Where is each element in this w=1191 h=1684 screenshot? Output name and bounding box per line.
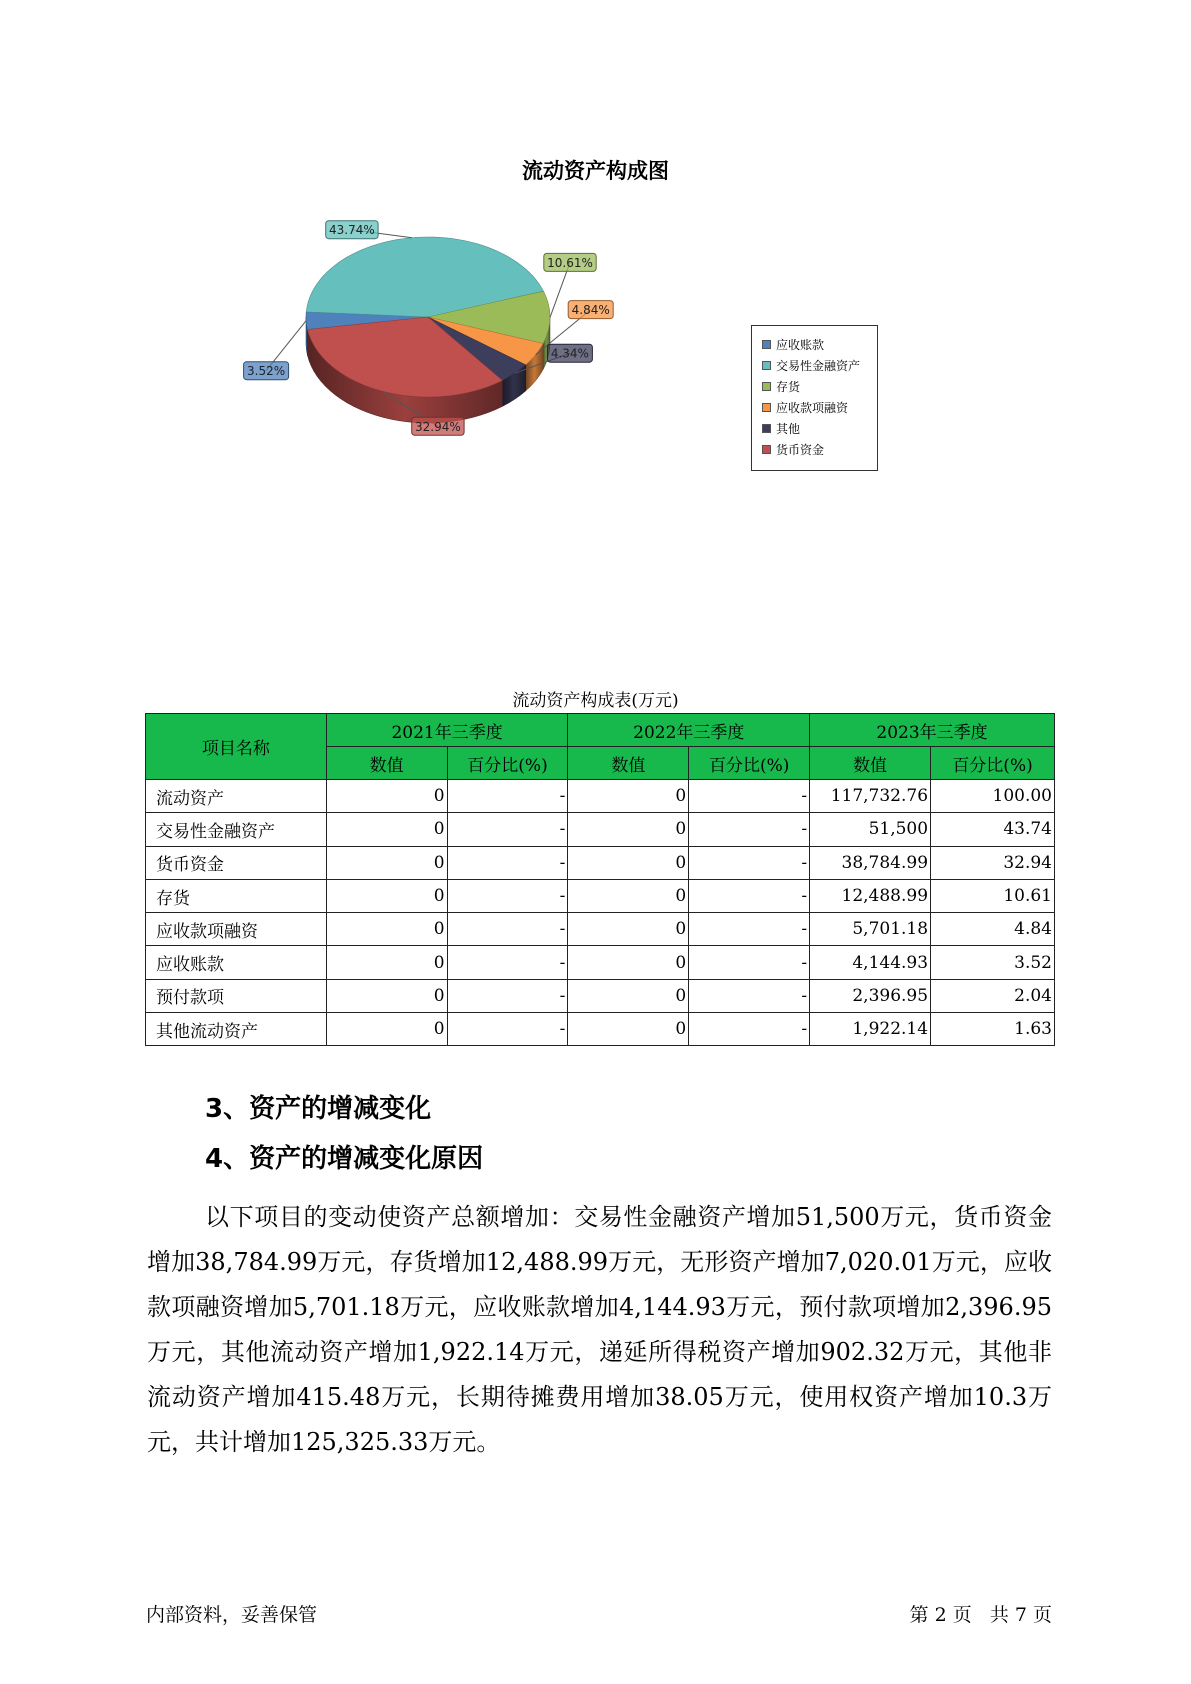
header-period-2022: 2022年三季度: [568, 714, 810, 747]
cell-percent: -: [447, 979, 568, 1012]
cell-percent: 4.84: [931, 913, 1055, 946]
legend-item: [762, 355, 877, 376]
cell-percent: 100.00: [931, 780, 1055, 813]
current-assets-table: [145, 713, 1055, 1046]
cell-percent: 43.74: [931, 813, 1055, 846]
pie-value-label: 4.34%: [550, 346, 589, 361]
cell-percent: -: [447, 913, 568, 946]
cell-value: 2,396.95: [810, 979, 931, 1012]
cell-value: 0: [568, 1013, 689, 1046]
cell-value: 0: [326, 913, 447, 946]
pie-value-label: 32.94%: [415, 419, 461, 434]
cell-percent: -: [689, 846, 810, 879]
cell-value: 1,922.14: [810, 1013, 931, 1046]
pie-value-label: 4.84%: [571, 303, 610, 318]
legend-item: [762, 334, 877, 355]
cell-value: 0: [326, 979, 447, 1012]
section-heading-3: 3、资产的增减变化: [205, 1094, 432, 1124]
subheader-value: 数值: [326, 747, 447, 780]
legend-item: [762, 439, 877, 460]
row-item-name: 应收账款: [146, 946, 327, 979]
cell-value: 0: [568, 979, 689, 1012]
footer-left: 内部资料，妥善保管: [146, 1604, 318, 1626]
legend-swatch: [762, 382, 771, 391]
header-period-2023: 2023年三季度: [810, 714, 1055, 747]
cell-percent: -: [689, 879, 810, 912]
legend-swatch: [762, 424, 771, 433]
cell-percent: -: [447, 1013, 568, 1046]
table-row: [146, 913, 1055, 946]
table-row: [146, 780, 1055, 813]
legend-label: 存货: [776, 380, 801, 394]
legend-item: [762, 397, 877, 418]
subheader-percent: 百分比(%): [447, 747, 568, 780]
cell-value: 51,500: [810, 813, 931, 846]
cell-value: 12,488.99: [810, 879, 931, 912]
cell-value: 0: [568, 946, 689, 979]
table-caption: 流动资产构成表(万元): [512, 691, 679, 711]
cell-percent: -: [689, 979, 810, 1012]
row-item-name: 应收款项融资: [146, 913, 327, 946]
pie-value-label: 3.52%: [247, 364, 286, 379]
header-item-name: 项目名称: [146, 714, 327, 780]
cell-value: 117,732.76: [810, 780, 931, 813]
table-row: [146, 879, 1055, 912]
cell-percent: -: [447, 813, 568, 846]
section-heading-4: 4、资产的增减变化原因: [205, 1144, 484, 1174]
chart-legend: [751, 325, 878, 471]
row-item-name: 交易性金融资产: [146, 813, 327, 846]
table-row: [146, 846, 1055, 879]
subheader-percent: 百分比(%): [689, 747, 810, 780]
cell-value: 0: [326, 879, 447, 912]
cell-percent: -: [689, 1013, 810, 1046]
subheader-value: 数值: [810, 747, 931, 780]
pie-value-label: 43.74%: [329, 223, 375, 238]
pie-value-label: 10.61%: [547, 255, 593, 270]
cell-percent: -: [689, 780, 810, 813]
cell-percent: 3.52: [931, 946, 1055, 979]
cell-percent: 2.04: [931, 979, 1055, 1012]
cell-value: 4,144.93: [810, 946, 931, 979]
cell-value: 0: [326, 1013, 447, 1046]
legend-swatch: [762, 403, 771, 412]
cell-percent: -: [689, 946, 810, 979]
chart-title: 流动资产构成图: [522, 159, 669, 183]
legend-item: [762, 418, 877, 439]
row-item-name: 存货: [146, 879, 327, 912]
cell-value: 38,784.99: [810, 846, 931, 879]
cell-percent: -: [447, 879, 568, 912]
legend-label: 交易性金融资产: [776, 359, 861, 373]
row-item-name: 货币资金: [146, 846, 327, 879]
legend-label: 其他: [776, 422, 801, 436]
legend-swatch: [762, 361, 771, 370]
cell-percent: -: [689, 813, 810, 846]
cell-value: 0: [568, 780, 689, 813]
legend-label: 应收款项融资: [776, 401, 849, 415]
cell-value: 0: [568, 846, 689, 879]
header-period-2021: 2021年三季度: [326, 714, 568, 747]
table-row: [146, 946, 1055, 979]
cell-value: 0: [568, 913, 689, 946]
cell-percent: 32.94: [931, 846, 1055, 879]
cell-value: 0: [568, 813, 689, 846]
legend-item: [762, 376, 877, 397]
cell-percent: -: [447, 780, 568, 813]
cell-value: 0: [568, 879, 689, 912]
row-item-name: 流动资产: [146, 780, 327, 813]
cell-percent: -: [447, 946, 568, 979]
cell-percent: 10.61: [931, 879, 1055, 912]
row-item-name: 其他流动资产: [146, 1013, 327, 1046]
cell-percent: -: [689, 913, 810, 946]
pie-chart: [0, 0, 1191, 520]
cell-value: 0: [326, 846, 447, 879]
subheader-value: 数值: [568, 747, 689, 780]
legend-label: 货币资金: [776, 443, 825, 457]
footer-page-number: 第 2 页 共 7 页: [909, 1604, 1052, 1626]
legend-label: 应收账款: [776, 338, 825, 352]
section-paragraph: 以下项目的变动使资产总额增加：交易性金融资产增加51,500万元，货币资金增加38,784.99万元，存货增加12,488.99万元，无形资产增加7,020.01万元，应收款项融资增加5,701.18万元，应收账款增加4,144.93万元，预付款项增加2,396.95万元，其他流动资产增加1,922.14万元，递延所得税资产增加902.32万元，其他非流动资产增加415.48万元，长期待摊费用增加38.05万元，使用权资产增加10.3万元，共计增加125,325.33万元。: [147, 1203, 1052, 1456]
table-row: [146, 1013, 1055, 1046]
subheader-percent: 百分比(%): [931, 747, 1055, 780]
table-row: [146, 813, 1055, 846]
legend-swatch: [762, 340, 771, 349]
table-row: [146, 979, 1055, 1012]
legend-swatch: [762, 445, 771, 454]
cell-value: 0: [326, 780, 447, 813]
cell-value: 5,701.18: [810, 913, 931, 946]
cell-value: 0: [326, 813, 447, 846]
cell-percent: 1.63: [931, 1013, 1055, 1046]
cell-value: 0: [326, 946, 447, 979]
cell-percent: -: [447, 846, 568, 879]
row-item-name: 预付款项: [146, 979, 327, 1012]
